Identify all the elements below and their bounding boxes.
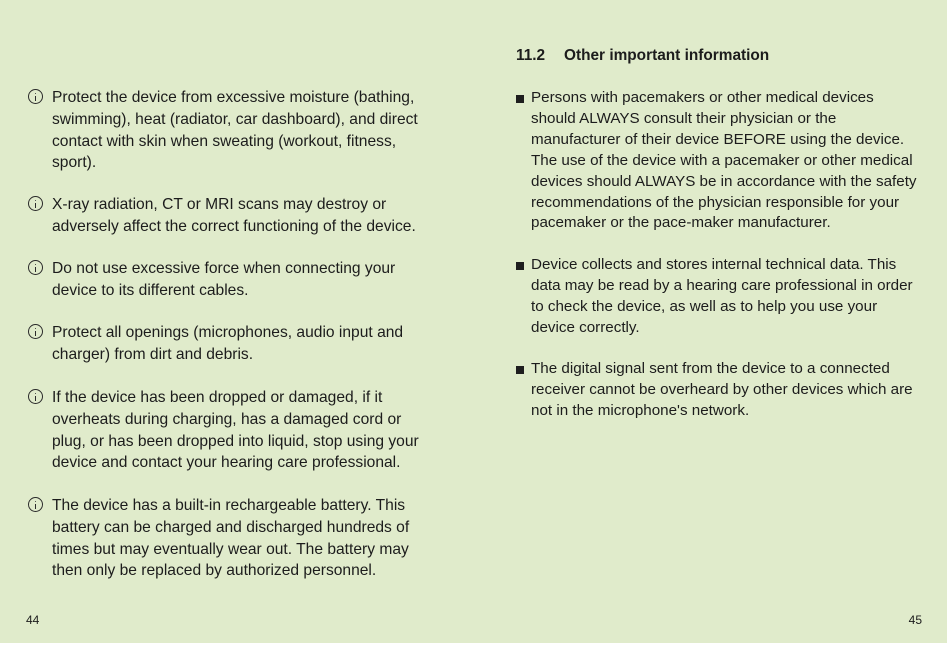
section-number: 11.2 xyxy=(516,47,546,64)
square-bullet-icon xyxy=(516,366,524,374)
info-item-openings xyxy=(28,322,438,366)
square-bullet-icon xyxy=(516,262,524,270)
section-heading xyxy=(516,45,769,67)
info-item-text: Protect the device from excessive moisture (bathing, swimming), heat (radiator, car dashboard), and direct contact with skin when sweating (workout, fitness, sport). xyxy=(52,89,418,172)
info-item-text: If the device has been dropped or damaged, if it overheats during charging, has a damaged cord or plug, or has been dropped into liquid, stop using your device and contact your hearing care professional. xyxy=(52,389,419,472)
info-icon xyxy=(28,196,43,211)
info-icon xyxy=(28,497,43,512)
info-item-xray xyxy=(28,194,438,238)
info-icon xyxy=(28,389,43,404)
info-item-text: Protect all openings (microphones, audio input and charger) from dirt and debris. xyxy=(52,324,404,363)
page-number-right: 45 xyxy=(908,613,922,627)
info-item-text: The device has a built-in rechargeable battery. This battery can be charged and discharged hundreds of times but may eventually wear out. The battery may then only be replaced by authorized personnel. xyxy=(52,497,410,580)
bullet-item-pacemaker xyxy=(516,88,918,234)
info-icon xyxy=(28,89,43,104)
info-item-moisture xyxy=(28,87,438,174)
info-icon xyxy=(28,260,43,275)
info-icon xyxy=(28,324,43,339)
right-page xyxy=(474,0,947,643)
bullet-item-digital-signal xyxy=(516,359,918,422)
left-page xyxy=(0,0,474,643)
bullet-item-text: Device collects and stores internal technical data. This data may be read by a hearing care professional in order to check the device, as well as to help you use your device correctly. xyxy=(531,256,913,336)
section-title: Other important information xyxy=(564,47,770,64)
info-item-damage xyxy=(28,387,438,474)
info-item-text: X-ray radiation, CT or MRI scans may destroy or adversely affect the correct functioning of the device. xyxy=(52,196,416,235)
page-number-left: 44 xyxy=(26,613,40,627)
info-item-battery xyxy=(28,495,438,582)
info-item-text: Do not use excessive force when connecting your device to its different cables. xyxy=(52,260,396,299)
info-item-force xyxy=(28,258,438,302)
bullet-item-technical-data xyxy=(516,255,918,339)
bullet-item-text: Persons with pacemakers or other medical devices should ALWAYS consult their physician or the manufacturer of their device BEFORE using the device. The use of the device with a pacemaker or other medical devices should ALWAYS be in accordance with the safety recommendations of the physician responsible for your pacemaker or the pace-maker manufacturer. xyxy=(531,89,917,232)
square-bullet-icon xyxy=(516,95,524,103)
bullet-item-text: The digital signal sent from the device to a connected receiver cannot be overheard by other devices which are not in the microphone's network. xyxy=(531,360,913,419)
